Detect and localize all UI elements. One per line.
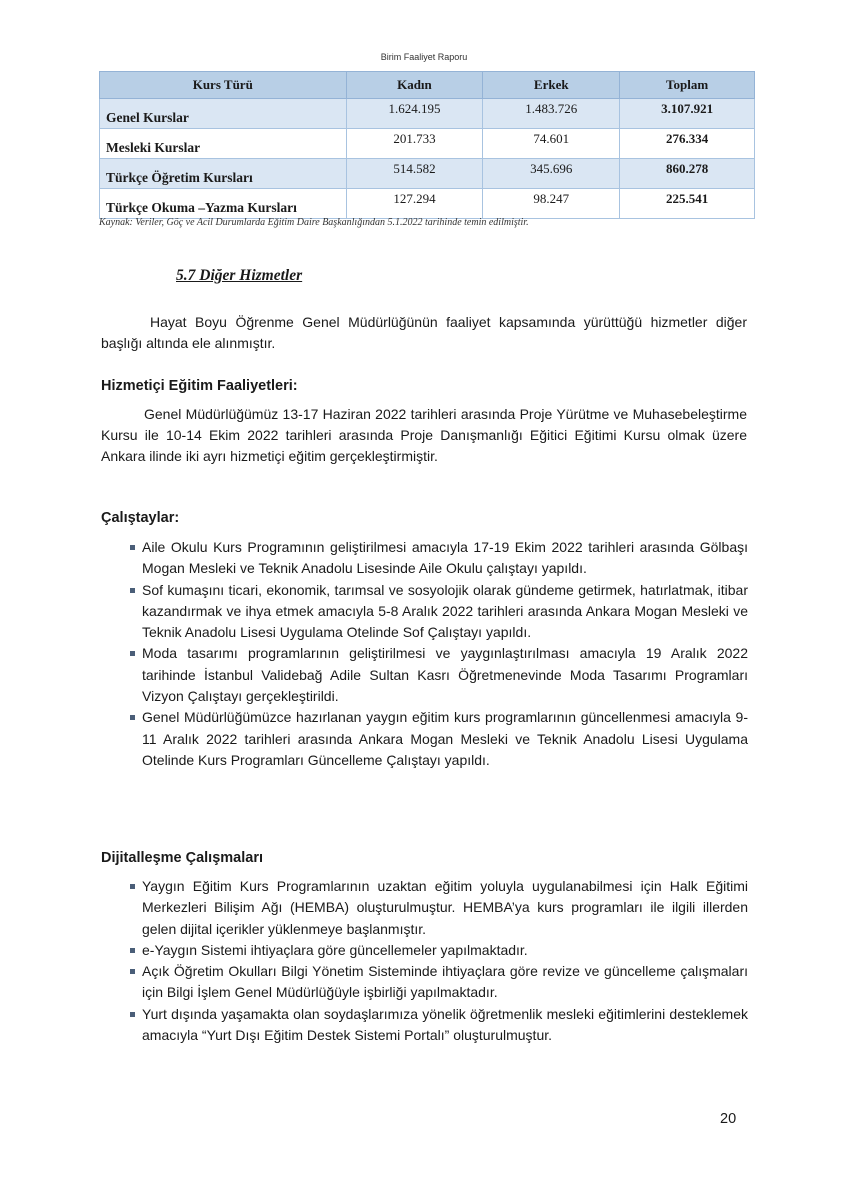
total-count: 860.278 [620,159,755,189]
bullet-icon [130,948,135,953]
list-item-text: Aile Okulu Kurs Programının geliştirilmesi amacıyla 17-19 Ekim 2022 tarihleri arasında Gölbaşı Mogan Mesleki ve Teknik Anadolu Lisesinde Aile Okulu çalıştayı yapıldı. [142,539,748,577]
list-item [128,961,748,1004]
bullet-icon [130,651,135,656]
table-header-row [100,72,755,99]
row-label: Genel Kurslar [100,99,347,129]
table-row [100,159,755,189]
male-count: 98.247 [483,189,620,219]
list-item [128,580,748,644]
list-item-text: Açık Öğretim Okulları Bilgi Yönetim Sisteminde ihtiyaçlara göre revize ve güncelleme çalışmaları için Bilgi İşlem Genel Müdürlüğüyle işbirliği yapılmaktadır. [142,963,748,1001]
list-item-text: Moda tasarımı programlarının geliştirilmesi ve yaygınlaştırılması amacıyla 19 Aralık 2022 tarihinde İstanbul Validebağ Adile Sultan Kasrı Öğretmenevinde Moda Tasarımı Programları Vizyon Çalıştayı gerçekleştirildi. [142,645,748,705]
course-statistics-table [99,71,755,219]
female-count: 201.733 [346,129,483,159]
column-header-course-type: Kurs Türü [100,72,347,99]
row-label: Türkçe Öğretim Kursları [100,159,347,189]
total-count: 225.541 [620,189,755,219]
table-row [100,129,755,159]
digitalization-heading: Dijitalleşme Çalışmaları [101,850,263,866]
column-header-male: Erkek [483,72,620,99]
bullet-icon [130,1012,135,1017]
list-item-text: Sof kumaşını ticari, ekonomik, tarımsal ve sosyolojik olarak gündeme getirmek, hatırlatmak, itibar kazandırmak ve ihya etmek amacıyla 5-8 Aralık 2022 tarihleri arasında Ankara Mogan Mesleki ve Teknik Anadolu Lisesi Uygulama Otelinde Sof Çalıştayı yapıldı. [142,581,748,641]
table-source-caption: Kaynak: Veriler, Göç ve Acil Durumlarda Eğitim Daire Başkanlığından 5.1.2022 tarihinde temin edilmiştir. [99,217,529,228]
bullet-icon [130,715,135,720]
bullet-icon [130,588,135,593]
total-count: 276.334 [620,129,755,159]
digitalization-list [128,876,748,1046]
list-item-text: Genel Müdürlüğümüzce hazırlanan yaygın eğitim kurs programlarının güncellenmesi amacıyla 9-11 Aralık 2022 tarihleri arasında Ankara Mogan Mesleki ve Teknik Anadolu Lisesi Uygulama Otelinde Kurs Programları Güncelleme Çalıştayı yapıldı. [142,709,748,768]
male-count: 345.696 [483,159,620,189]
bullet-icon [130,884,135,889]
section-title: 5.7 Diğer Hizmetler [176,267,303,284]
workshops-list [128,537,748,771]
table-row [100,189,755,219]
male-count: 1.483.726 [483,99,620,129]
list-item [128,876,748,940]
bullet-icon [130,969,135,974]
list-item [128,940,748,961]
inservice-training-paragraph: Genel Müdürlüğümüz 13-17 Haziran 2022 tarihleri arasında Proje Yürütme ve Muhasebeleştirme Kursu ile 10-14 Ekim 2022 tarihleri arasında Proje Danışmanlığı Eğitici Eğitimi Kursu olmak üzere Ankara ilinde iki ayrı hizmetiçi eğitim gerçekleştirmiştir. [101,406,747,464]
male-count: 74.601 [483,129,620,159]
inservice-training-heading: Hizmetiçi Eğitim Faaliyetleri: [101,378,298,394]
total-count: 3.107.921 [620,99,755,129]
list-item [128,537,748,580]
list-item-text: Yurt dışında yaşamakta olan soydaşlarımıza yönelik öğretmenlik mesleki eğitimlerini desteklemek amacıyla “Yurt Dışı Eğitim Destek Sistemi Portalı” oluşturulmuştur. [142,1005,748,1044]
row-label: Türkçe Okuma –Yazma Kursları [100,189,347,219]
list-item-text: e-Yaygın Sistemi ihtiyaçlara göre güncellemeler yapılmaktadır. [142,941,528,958]
column-header-female: Kadın [346,72,483,99]
row-label: Mesleki Kurslar [100,129,347,159]
intro-paragraph: Hayat Boyu Öğrenme Genel Müdürlüğünün faaliyet kapsamında yürüttüğü hizmetler diğer başlığı altında ele alınmıştır. [101,314,747,351]
bullet-icon [130,545,135,550]
page-number: 20 [720,1111,737,1127]
list-item-text: Yaygın Eğitim Kurs Programlarının uzaktan eğitim yoluyla uygulanabilmesi için Halk Eğitimi Merkezleri Bilişim Ağı (HEMBA) oluşturulmuştur. HEMBA’ya kurs programları ile ilgili illerden gelen dijital içerikler yüklenmeye başlanmıştır. [142,878,748,937]
running-header: Birim Faaliyet Raporu [380,52,468,62]
table-row [100,99,755,129]
female-count: 127.294 [346,189,483,219]
list-item [128,707,748,771]
female-count: 1.624.195 [346,99,483,129]
list-item [128,643,748,707]
column-header-total: Toplam [620,72,755,99]
list-item [128,1004,748,1047]
female-count: 514.582 [346,159,483,189]
workshops-heading: Çalıştaylar: [101,510,180,526]
